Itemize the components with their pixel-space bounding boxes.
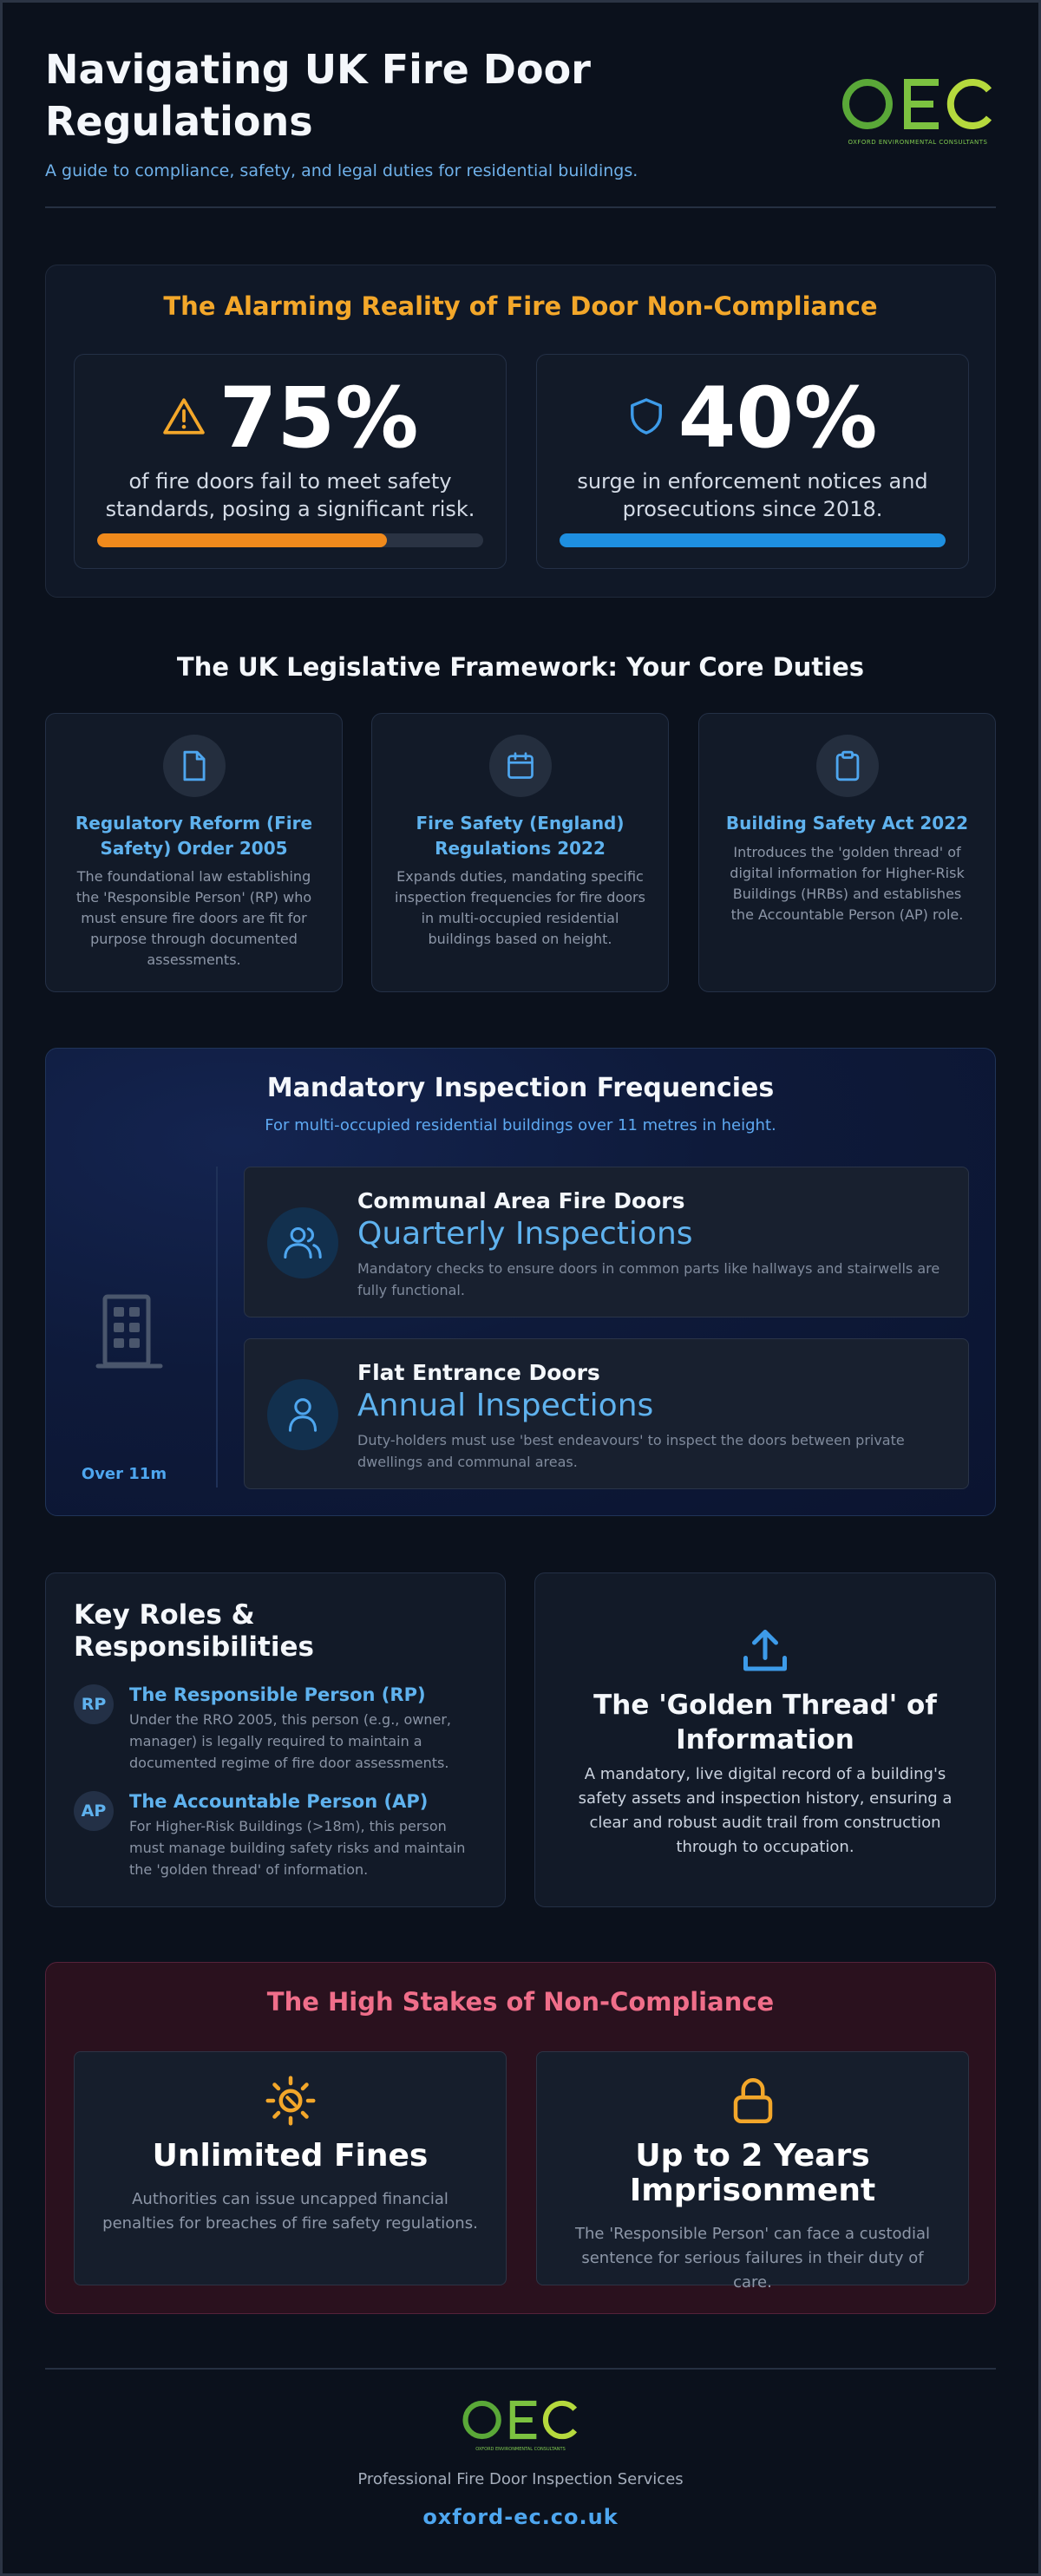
- penalty-card-imprisonment: [536, 2051, 969, 2292]
- freq-heading: Flat Entrance Doors: [357, 1360, 600, 1385]
- height-label: Over 11m: [81, 1465, 167, 1483]
- lock-icon: [727, 2075, 779, 2130]
- page-footer: [45, 2368, 996, 2550]
- freq-frequency: Quarterly Inspections: [357, 1216, 693, 1252]
- oec-logo-tagline: OXFORD ENVIRONMENTAL CONSULTANTS: [848, 139, 988, 146]
- building-icon: [95, 1291, 164, 1373]
- page-title: Navigating UK Fire Door Regulations: [45, 46, 591, 145]
- progress-bar: [97, 533, 483, 547]
- alarm-section: [45, 265, 996, 598]
- roles-card: [45, 1572, 506, 1907]
- roles-title: Key Roles & Responsibilities: [74, 1599, 314, 1663]
- golden-thread-card: [534, 1572, 996, 1907]
- penalty-desc: The 'Responsible Person' can face a custodial sentence for serious failures in their duty of care.: [575, 2225, 930, 2292]
- footer-logo-mark: [462, 2397, 579, 2442]
- height-divider: [216, 1167, 218, 1487]
- footer-logo-tagline: OXFORD ENVIRONMENTAL CONSULTANTS: [475, 2447, 566, 2452]
- golden-thread-desc: A mandatory, live digital record of a building's safety assets and inspection history, ensuring a clear and robust audit trail from construction through to occupation.: [578, 1765, 953, 1856]
- role-desc: Under the RRO 2005, this person (e.g., owner, manager) is legally required to maintain a documented regime of fire door assessments.: [129, 1711, 451, 1771]
- page-header: [45, 43, 996, 208]
- law-name: Building Safety Act 2022: [725, 813, 969, 834]
- inspection-title: Mandatory Inspection Frequencies: [266, 1073, 775, 1103]
- inspection-subtitle: For multi-occupied residential buildings over 11 metres in height.: [265, 1116, 776, 1134]
- page-subtitle: A guide to compliance, safety, and legal duties for residential buildings.: [45, 161, 638, 180]
- stat-text: of fire doors fail to meet safety standards, posing a significant risk.: [105, 469, 475, 521]
- law-desc: The foundational law establishing the 'Responsible Person' (RP) who must ensure fire doors are fit for purpose through documented assessments.: [75, 868, 312, 968]
- footer-logo: [460, 2397, 581, 2452]
- role-badge: RP: [74, 1684, 114, 1724]
- oec-logo: [840, 75, 996, 146]
- role-badge: AP: [74, 1791, 114, 1831]
- stat-value: 40%: [678, 369, 878, 467]
- law-card-bsa: [698, 713, 996, 992]
- law-name: Fire Safety (England) Regulations 2022: [416, 813, 625, 859]
- role-name: The Responsible Person (RP): [129, 1684, 426, 1705]
- progress-fill: [560, 533, 946, 547]
- freq-desc: Mandatory checks to ensure doors in common parts like hallways and stairwells are fully functional.: [357, 1260, 940, 1298]
- law-name: Regulatory Reform (Fire Safety) Order 2005: [75, 813, 313, 859]
- legislation-title: The UK Legislative Framework: Your Core Duties: [176, 652, 865, 682]
- inspection-section: [45, 1048, 996, 1516]
- law-desc: Introduces the 'golden thread' of digital information for Higher-Risk Buildings (HRBs) and establishes the Accountable Person (AP) role.: [730, 844, 965, 923]
- freq-frequency: Annual Inspections: [357, 1388, 654, 1423]
- stat-card-fail: [74, 354, 507, 569]
- upload-icon: [739, 1625, 791, 1681]
- law-card-regs-2022: [371, 713, 669, 992]
- document-icon: [163, 735, 226, 797]
- stakes-section: [45, 1962, 996, 2314]
- stat-text: surge in enforcement notices and prosecutions since 2018.: [577, 469, 928, 521]
- golden-thread-title: The 'Golden Thread' of Information: [593, 1690, 937, 1755]
- penalty-card-fines: [74, 2051, 507, 2285]
- warning-icon: [162, 396, 206, 440]
- website-link[interactable]: oxford-ec.co.uk: [422, 2505, 619, 2529]
- freq-desc: Duty-holders must use 'best endeavours' to inspect the doors between private dwellings and communal areas.: [357, 1432, 905, 1470]
- calendar-icon: [489, 735, 552, 797]
- law-desc: Expands duties, mandating specific inspection frequencies for fire doors in multi-occupied residential buildings based on height.: [395, 868, 645, 947]
- freq-card-communal: [244, 1167, 969, 1317]
- penalty-title: Up to 2 Years Imprisonment: [629, 2138, 876, 2208]
- penalty-desc: Authorities can issue uncapped financial penalties for breaches of fire safety regulations.: [102, 2190, 478, 2233]
- oec-logo-mark: [841, 75, 994, 134]
- freq-card-flat-entrance: [244, 1338, 969, 1489]
- freq-heading: Communal Area Fire Doors: [357, 1188, 685, 1213]
- role-desc: For Higher-Risk Buildings (>18m), this person must manage building safety risks and maintain the 'golden thread' of information.: [129, 1818, 466, 1878]
- user-icon: [267, 1379, 338, 1450]
- clipboard-icon: [816, 735, 879, 797]
- users-icon: [267, 1207, 338, 1278]
- shield-icon: [628, 396, 665, 440]
- stat-card-surge: [536, 354, 969, 569]
- stakes-title: The High Stakes of Non-Compliance: [266, 1987, 775, 2017]
- progress-bar: [560, 533, 946, 547]
- footer-text: Professional Fire Door Inspection Services: [357, 2470, 684, 2488]
- progress-fill: [97, 533, 387, 547]
- role-name: The Accountable Person (AP): [129, 1791, 429, 1812]
- alarm-title: The Alarming Reality of Fire Door Non-Compliance: [163, 291, 878, 321]
- penalty-title: Unlimited Fines: [152, 2138, 429, 2174]
- coin-sun-icon: [265, 2075, 317, 2130]
- law-card-rro: [45, 713, 343, 992]
- stat-value: 75%: [219, 369, 419, 467]
